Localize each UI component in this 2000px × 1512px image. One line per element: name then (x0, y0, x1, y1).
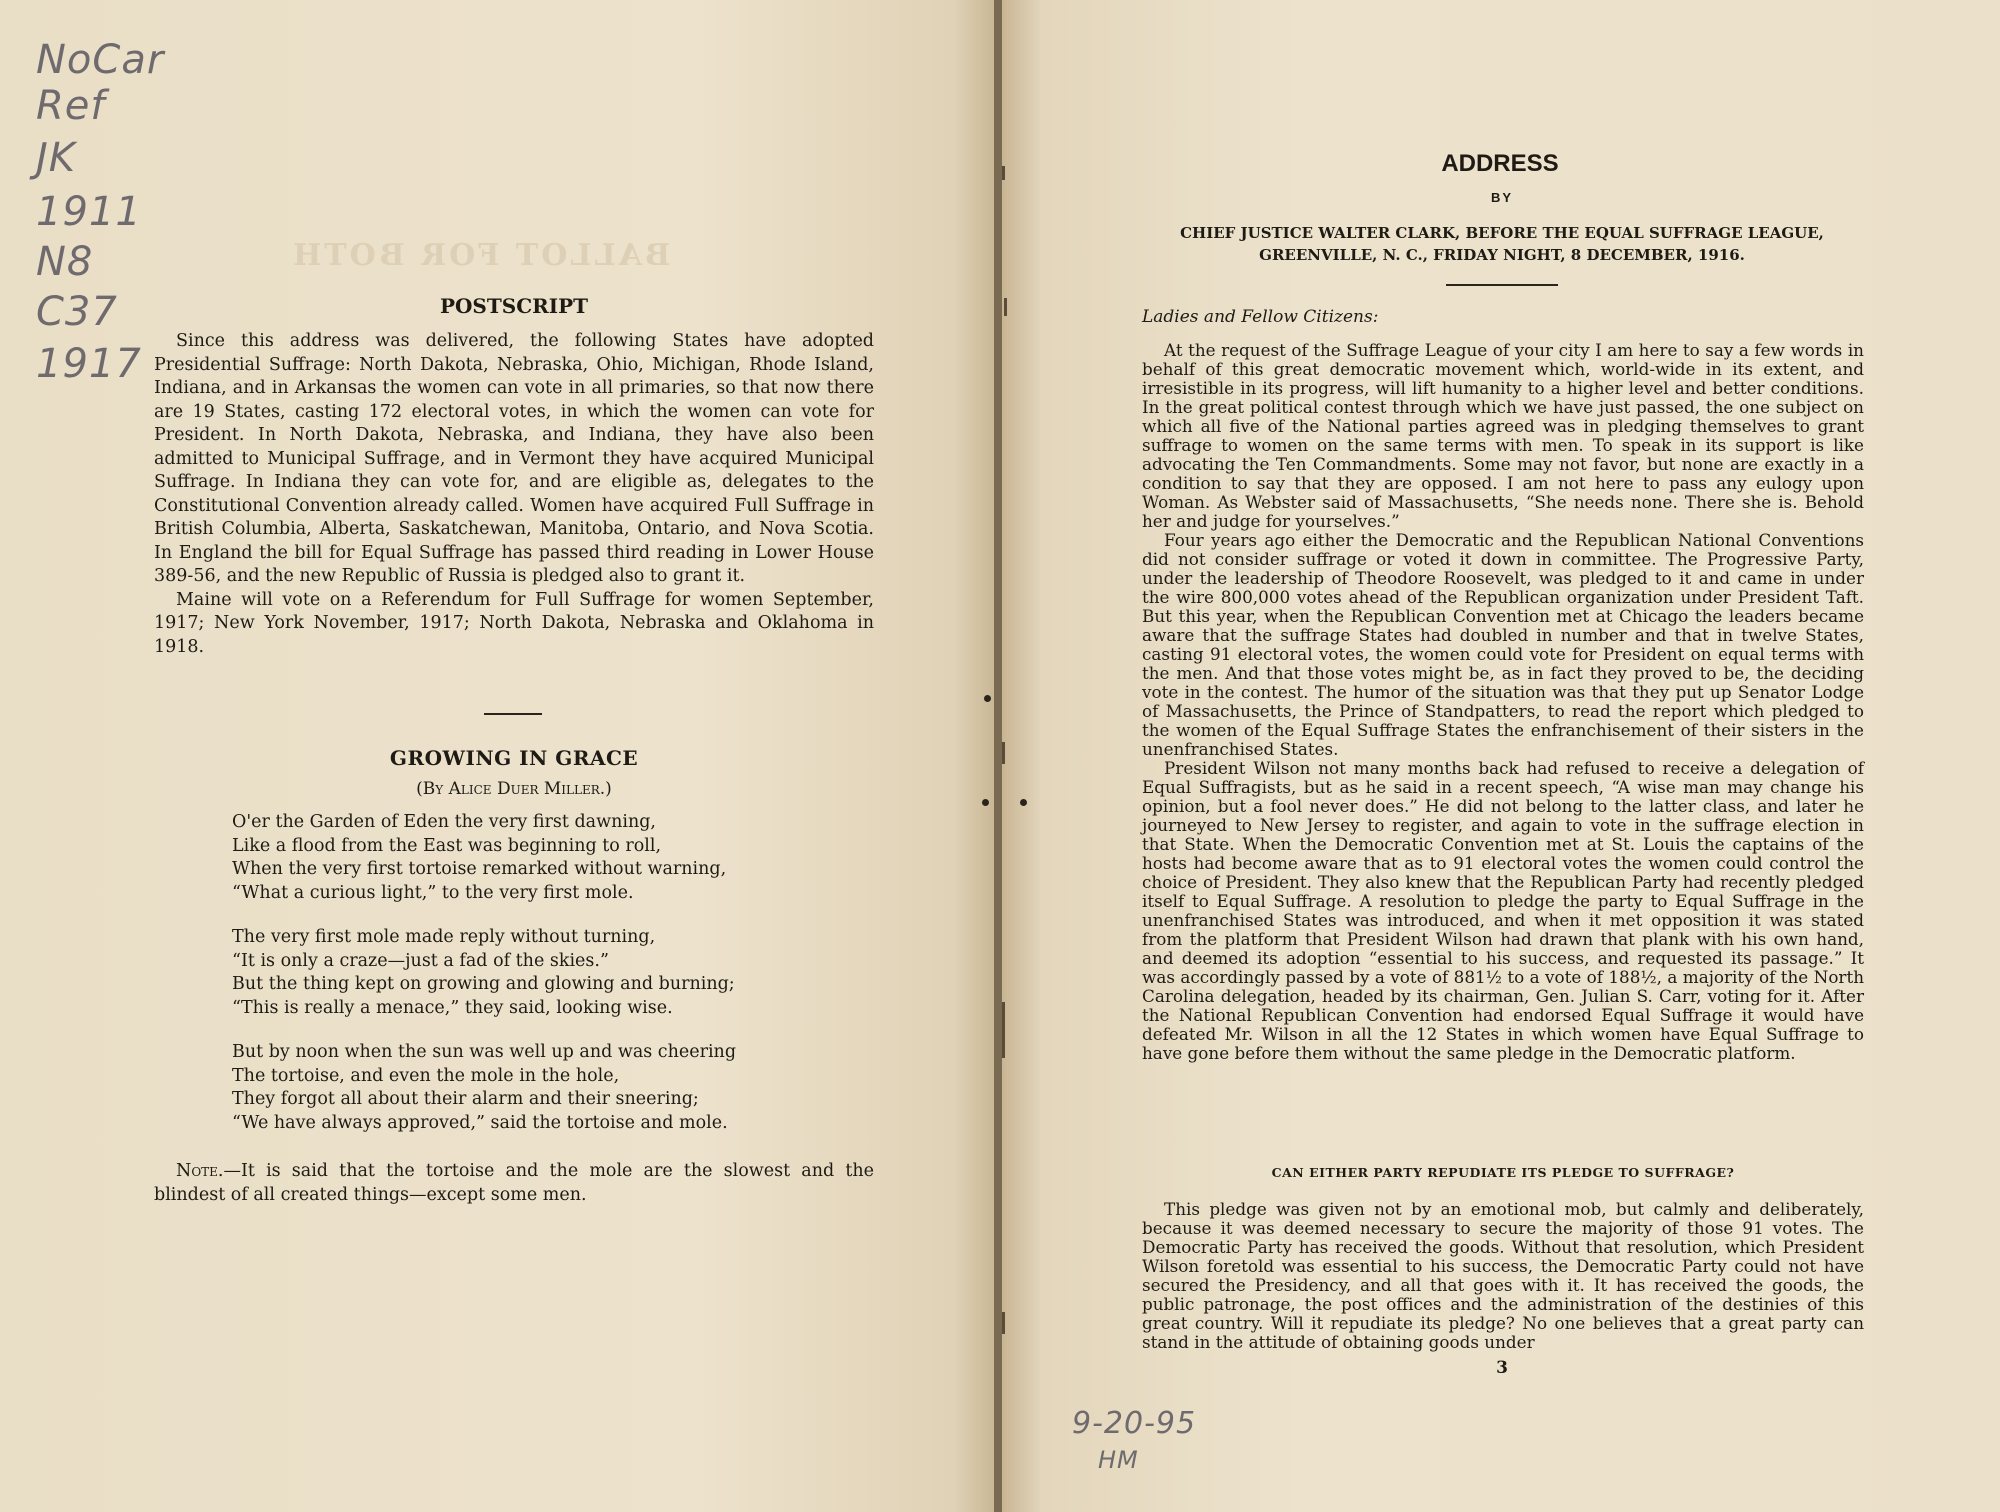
poem-note (154, 1160, 874, 1207)
call-number-line-5: N8 (36, 239, 94, 285)
section-paragraph: This pledge was given not by an emotional mob, but calmly and deliberately, because it was deemed necessary to secure the majority of those 91 votes. The Democratic Party has received the goods. Without that resolution, which President Wilson foretold was essential to his success, the Democratic Party could not have secured the Presidency, and all that goes with it. It has received the goods, the public patronage, the post offices and the administration of the destinies of this great country. Will it repudiate its pledge? No one believes that a great party can stand in the attitude of obtaining goods under (1142, 1199, 1864, 1352)
address-paragraph-1: At the request of the Suffrage League of your city I am here to say a few words in behalf of this great democratic movement which, world-wide in its extent, and irresistible in its progress, will lift humanity to a higher level and better conditions. In the great political contest through which we have just passed, the one subject on which all five of the National parties agreed was in pledging themselves to grant suffrage to women on the same terms with men. To speak in its support is like advocating the Ten Commandments. Some may not favor, but none are exactly in a condition to say that they are opposed. I am not here to pass any eulogy upon Woman. As Webster said of Massachusetts, “She needs none. There she is. Behold her and judge for yourselves.” (1142, 340, 1864, 531)
ink-dot (984, 695, 991, 702)
address-by: BY (1490, 190, 1514, 205)
poem-stanza-3 (232, 1041, 832, 1135)
salutation: Ladies and Fellow Citizens: (1142, 307, 1379, 327)
note-label: Note. (176, 1161, 224, 1181)
address-paragraph-2: Four years ago either the Democratic and the Republican National Conventions did not consider suffrage or voted it down in committee. The Progressive Party, under the leadership of Theodore Roosevelt, was pledged to it and came in under the wire 800,000 votes ahead of the Republican organization under President Taft. But this year, when the Republican Convention met at Chicago the leaders became aware that the suffrage States had doubled in number and that in twelve States, casting 91 electoral votes, the women could vote for President on equal terms with the men. And that those votes might be, as in fact they proved to be, the deciding vote in the contest. The humor of the situation was that they put up Senator Lodge of Massachusetts, the Prince of Standpatters, to read the report which pledged to the women of the Equal Suffrage States the enfranchisement of their sisters in the unenfranchised States. (1142, 530, 1864, 759)
call-number-line-4: 1911 (36, 189, 142, 235)
postscript-paragraph-2: Maine will vote on a Referendum for Full Suffrage for women September, 1917; New York November, 1917; North Dakota, Nebraska and Oklahoma in 1918. (154, 589, 874, 657)
poem-line: O'er the Garden of Eden the very first dawning, (232, 812, 656, 832)
binding-stitch (1002, 742, 1005, 764)
call-number-line-6: C37 (36, 289, 118, 335)
section-body (1142, 1200, 1864, 1352)
poem-line: “This is really a menace,” they said, looking wise. (232, 997, 673, 1018)
poem-stanza-2 (232, 926, 832, 1020)
poem-line: “What a curious light,” to the very first mole. (232, 882, 634, 903)
binding-stitch (1002, 1312, 1005, 1334)
binding-gutter (994, 0, 1002, 1512)
poem-line: Like a flood from the East was beginning to roll, (232, 835, 662, 856)
poem-body (232, 811, 832, 1156)
poem-title: GROWING IN GRACE (389, 746, 639, 770)
address-title (1002, 150, 2000, 178)
accession-number: 9-20-95 (1072, 1406, 1197, 1441)
call-number-line-3: JK (36, 135, 77, 181)
right-page (1002, 0, 2000, 1512)
binding-stitch (1002, 1002, 1005, 1058)
poem-stanza-1 (232, 811, 832, 905)
ink-dot (982, 799, 989, 806)
address-title-text: ADDRESS (1441, 150, 1559, 177)
postscript-title: POSTSCRIPT (439, 294, 589, 318)
address-subtitle (1132, 222, 1872, 266)
ink-dot (1020, 799, 1027, 806)
section-divider (484, 713, 542, 715)
bleed-through-text: BALLOT FOR BOTH (290, 238, 671, 273)
poem-line: “It is only a craze—just a fad of the skies.” (232, 950, 609, 971)
call-number-line-2: Ref (36, 83, 106, 129)
address-paragraph-3: President Wilson not many months back had refused to receive a delegation of Equal Suffragists, but as he said in a recent speech, “A wise man may change his opinion, but a fool never does.” He did not belong to the latter class, and later he journeyed to New Jersey to register, and again to vote in the suffrage election in that State. When the Democratic Convention met at St. Louis the captains of the hosts had become aware that as to 91 electoral votes the women could control the choice of President. They also knew that the Republican Party had recently pledged itself to Equal Suffrage. A resolution to pledge the party to Equal Suffrage in the unenfranchised States was introduced, and when it met opposition it was stated from the platform that President Wilson had drawn that plank with his own hand, and deemed its adoption “essential to his success, and requested its passage.” It was accordingly passed by a vote of 881½ to a vote of 188½, a majority of the North Carolina delegation, headed by its chairman, Gen. Julian S. Carr, voting for it. After the National Republican Convention had endorsed Equal Suffrage it would have defeated Mr. Wilson in all the 12 States in which women have Equal Suffrage to have gone before them without the same pledge in the Democratic platform. (1142, 758, 1864, 1063)
subtitle-line-2: GREENVILLE, N. C., FRIDAY NIGHT, 8 DECEMBER, 1916. (1259, 246, 1745, 264)
address-body (1142, 341, 1864, 1063)
poem-line: When the very first tortoise remarked without warning, (232, 859, 727, 879)
postscript-paragraph-1: Since this address was delivered, the following States have adopted Presidential Suffrage: North Dakota, Nebraska, Ohio, Michigan, Rhode Island, Indiana, and in Arkansas the women can vote in all primaries, so that now there are 19 States, casting 172 electoral votes, in which the women can vote for President. In North Dakota, Nebraska, and Indiana, they have also been admitted to Municipal Suffrage, and in Vermont they have acquired Municipal Suffrage. In Indiana they can vote for, and are eligible as, delegates to the Constitutional Convention already called. Women have acquired Full Suffrage in British Columbia, Alberta, Saskatchewan, Manitoba, Ontario, and Nova Scotia. In England the bill for Equal Suffrage has passed third reading in Lower House 389-56, and the new Republic of Russia is pledged also to grant it. (154, 331, 874, 586)
poem-line: The tortoise, and even the mole in the hole, (232, 1065, 620, 1086)
call-number-line-7: 1917 (36, 341, 142, 387)
note-text: —It is said that the tortoise and the mole are the slowest and the blindest of all created things—except some men. (154, 1161, 874, 1205)
section-heading: CAN EITHER PARTY REPUDIATE ITS PLEDGE TO SUFFRAGE? (1271, 1165, 1735, 1180)
page-number: 3 (1496, 1358, 1508, 1378)
poem-line: But the thing kept on growing and glowing and burning; (232, 974, 735, 994)
subtitle-line-1: CHIEF JUSTICE WALTER CLARK, BEFORE THE EQUAL SUFFRAGE LEAGUE, (1180, 224, 1824, 242)
title-divider (1446, 284, 1558, 286)
binding-stitch (1004, 298, 1007, 316)
poem-line: The very first mole made reply without turning, (232, 927, 656, 947)
poem-byline (154, 779, 874, 799)
poem-line: But by noon when the sun was well up and was cheering (232, 1042, 737, 1062)
call-number-line-1: NoCar (36, 37, 165, 83)
poem-byline-text: (By Alice Duer Miller.) (416, 779, 612, 799)
postscript-body (154, 330, 874, 659)
poem-line: They forgot all about their alarm and their sneering; (232, 1089, 699, 1109)
poem-line: “We have always approved,” said the tortoise and mole. (232, 1112, 728, 1133)
left-page (0, 0, 994, 1512)
handwritten-initials: HM (1098, 1446, 1139, 1474)
